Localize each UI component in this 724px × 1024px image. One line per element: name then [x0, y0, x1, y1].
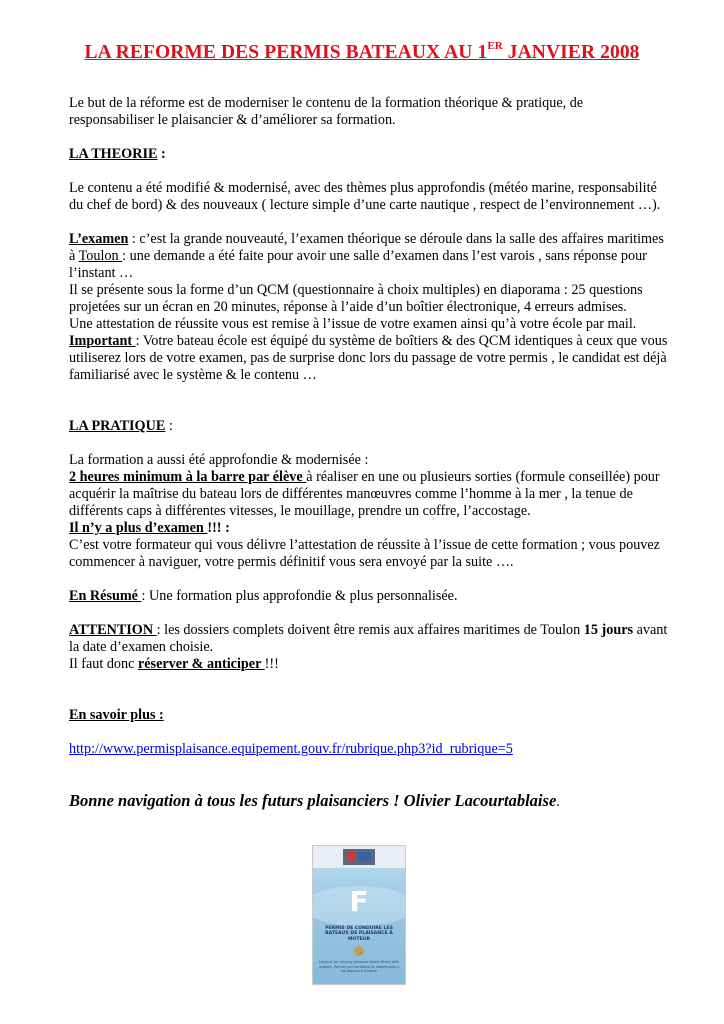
license-card-image — [313, 846, 405, 984]
toulon-text: Toulon — [78, 248, 123, 264]
savoir-link-line — [69, 741, 669, 758]
reserver-label: réserver & anticiper — [137, 656, 265, 672]
pratique-heading: LA PRATIQUE : — [69, 418, 173, 434]
title-tail: JANVIER 2008 — [502, 42, 640, 63]
days-count: 15 jours — [583, 622, 634, 638]
license-fine-print: Licence for driving pleasure boats fitted with engine. Permis per condurre le imbarcazioni da diporto a motore — [318, 960, 400, 974]
intro-paragraph: Le but de la réforme est de moderniser le contenu de la formation théorique & pratique, de responsabiliser le plaisancier & d’améliorer sa formation. — [69, 95, 584, 128]
savoir-heading: En savoir plus : — [69, 707, 164, 723]
attention-paragraph: ATTENTION : les dossiers complets doivent être remis aux affaires maritimes de Toulon 15 jours avant la date d’examen choisie. — [69, 622, 668, 655]
title-superscript: ER — [487, 40, 503, 52]
title-main: LA REFORME DES PERMIS BATEAUX AU 1 — [84, 42, 488, 63]
pratique-heading-label: LA PRATIQUE — [69, 418, 166, 434]
qcm-paragraph: Il se présente sous la forme d’un QCM (questionnaire à choix multiples) en diaporama : 25 questions projetées sur un écran en 20 minutes, réponse à l’aide d’un boîtier électronique, 4 erreurs admises. — [69, 282, 643, 315]
page-title — [0, 40, 724, 64]
closing-line: Bonne navigation à tous les futurs plaisanciers ! Olivier Lacourtablaise. — [69, 791, 560, 810]
info-link[interactable]: http://www.permisplaisance.equipement.gouv.fr/rubrique.php3?id_rubrique=5 — [69, 741, 513, 757]
theorie-paragraph: Le contenu a été modifié & modernisé, avec des thèmes plus approfondis (météo marine, responsabilité du chef de bord) & des nouveaux ( lecture simple d’une carte nautique , respect de l’environnement …). — [69, 180, 661, 213]
resume-label: En Résumé — [69, 588, 142, 604]
examen-paragraph: L’examen : c’est la grande nouveauté, l’examen théorique se déroule dans la salle des affaires maritimes à Toulon : une demande a été faite pour avoir une salle d’examen dans l’est varois , sans réponse pour l’instant … — [69, 231, 664, 281]
anchor-icon: ⚓ — [354, 947, 364, 955]
attestation-paragraph: Une attestation de réussite vous est remise à l’issue de votre examen ainsi qu’à votre école par mail. — [69, 316, 637, 332]
document-body — [69, 95, 669, 811]
license-title: PERMIS DE CONDUIRE LES BATEAUX DE PLAISANCE À MOTEUR — [325, 926, 393, 942]
theorie-heading: LA THEORIE : — [69, 146, 166, 162]
closing-text: Bonne navigation à tous les futurs plaisanciers ! Olivier Lacourtablaise — [69, 791, 557, 810]
important-label: Important — [69, 333, 136, 349]
formateur-paragraph: C’est votre formateur qui vous délivre l’attestation de réussite à l’issue de cette formation ; vous pouvez commencer à naviguer, votre permis définitif vous sera envoyé par la suite …. — [69, 537, 660, 570]
anticiper-line: Il faut donc réserver & anticiper !!! — [69, 656, 279, 672]
theorie-heading-label: LA THEORIE — [69, 146, 158, 162]
no-exam-label: Il n’y a plus d’examen — [69, 520, 208, 536]
hours-paragraph: 2 heures minimum à la barre par élève à réaliser en une ou plusieurs sorties (formule conseillée) pour acquérir la maîtrise du bateau lors de différentes manœuvres comme l’homme à la mer , la tenue de différents caps à différentes vitesses, le mouillage, prendre un coffre, l’accostage. — [69, 469, 660, 519]
license-header — [313, 846, 405, 868]
republic-logo-icon — [343, 849, 375, 865]
examen-label: L’examen — [69, 231, 129, 247]
important-paragraph: Important : Votre bateau école est équipé du système de boîtiers & des QCM identiques à ceux que vous utiliserez lors de votre examen, pas de surprise donc lors du passage de votre permis , le candidat est déjà familiarisé avec le système & le contenu … — [69, 333, 668, 383]
license-letter: F — [349, 885, 369, 918]
resume-paragraph: En Résumé : Une formation plus approfondie & plus personnalisée. — [69, 588, 458, 604]
no-exam-line: Il n’y a plus d’examen !!! : — [69, 520, 230, 536]
pratique-intro: La formation a aussi été approfondie & modernisée : — [69, 452, 369, 468]
attention-label: ATTENTION — [69, 622, 157, 638]
hours-label: 2 heures minimum à la barre par élève — [69, 469, 307, 485]
